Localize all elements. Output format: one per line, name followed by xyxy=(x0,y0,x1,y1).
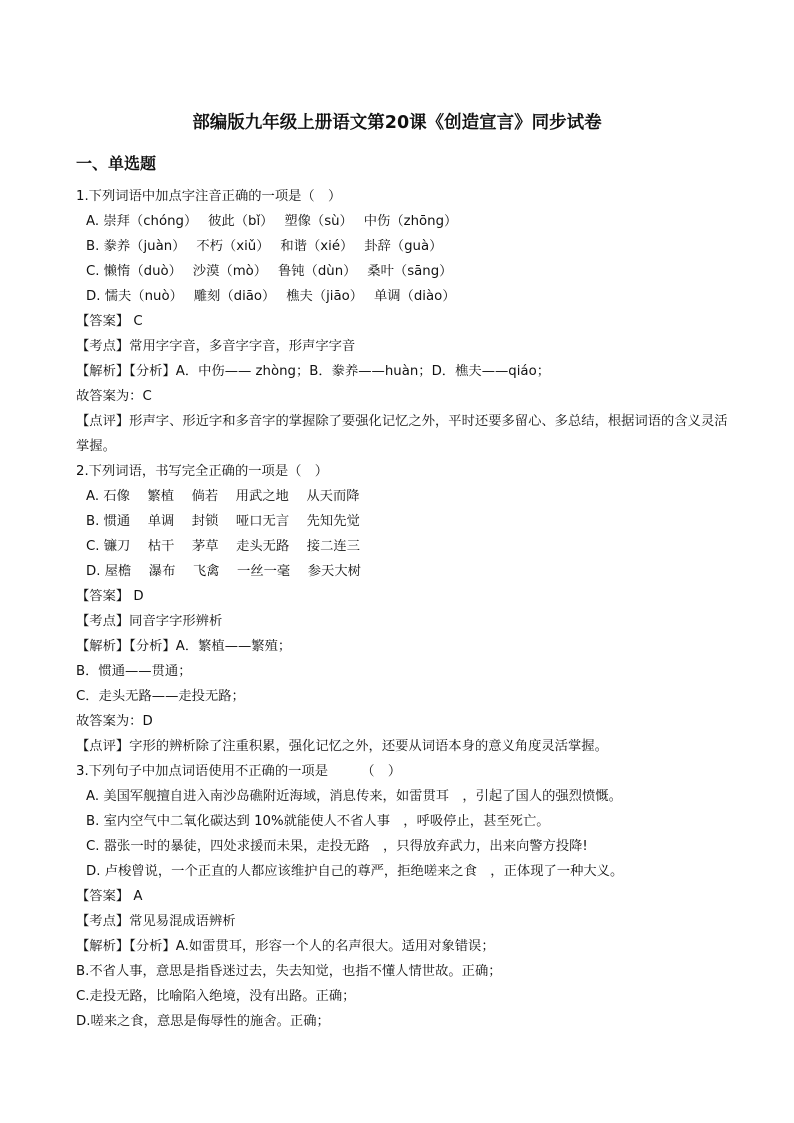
question-3-analysis-line: 【解析】【分析】A.如雷贯耳，形容一个人的名声很大。适用对象错误； xyxy=(76,939,495,954)
question-3-analysis-line: B.不省人事，意思是指昏迷过去，失去知觉，也指不懂人情世故。正确； xyxy=(76,964,502,979)
question-1-analysis-line: 故答案为：C xyxy=(76,389,152,404)
question-3-analysis-line: D.嗟来之食，意思是侮辱性的施舍。正确； xyxy=(76,1014,330,1029)
question-1-option-d: D. 懦夫（nuò） 雕刻（diāo） 樵夫（jiāo） 单调（diào） xyxy=(86,289,456,304)
question-2-stem: 2.下列词语，书写完全正确的一项是（ ） xyxy=(76,464,329,479)
question-2-option-d: D. 屋檐 瀑布 飞禽 一丝一毫 参天大树 xyxy=(86,564,361,579)
question-2-analysis-line: C．走头无路——走投无路； xyxy=(76,689,245,704)
question-1-analysis-line: 【解析】【分析】A．中伤—— zhòng；B．豢养——huàn；D．樵夫——qiáo； xyxy=(76,364,551,379)
question-3-analysis-line: C.走投无路，比喻陷入绝境，没有出路。正确； xyxy=(76,989,356,1004)
question-3-option-d: D. 卢梭曾说，一个正直的人都应该维护自己的尊严，拒绝嗟来之食 ，正体现了一种大义。 xyxy=(86,864,624,879)
question-1-option-a: A. 崇拜（chóng） 彼此（bǐ） 塑像（sù） 中伤（zhōng） xyxy=(86,214,458,229)
question-2-option-a: A. 石像 繁植 倘若 用武之地 从天而降 xyxy=(86,489,360,504)
question-1-comment: 【点评】形声字、形近字和多音字的掌握除了要强化记忆之外，平时还要多留心、多总结，根据词语的含义灵活掌握。 xyxy=(76,414,728,454)
section-heading: 一、单选题 xyxy=(76,154,157,173)
question-2-comment: 【点评】字形的辨析除了注重积累，强化记忆之外，还要从词语本身的意义角度灵活掌握。 xyxy=(76,739,608,754)
question-3-option-a: A. 美国军舰擅自进入南沙岛礁附近海域，消息传来，如雷贯耳 ，引起了国人的强烈愤慨。 xyxy=(86,789,622,804)
question-1-option-c: C. 懒惰（duò） 沙漠（mò） 鲁钝（dùn） 桑叶（sāng） xyxy=(86,264,453,279)
question-3-point: 【考点】常见易混成语辨析 xyxy=(76,914,236,929)
question-2-answer: 【答案】 D xyxy=(76,589,144,604)
page-title: 部编版九年级上册语文第20课《创造宣言》同步试卷 xyxy=(192,113,602,133)
document-body xyxy=(76,184,736,1034)
question-2-analysis-line: B．惯通——贯通； xyxy=(76,664,192,679)
question-2-analysis-line: 故答案为：D xyxy=(76,714,153,729)
question-3-answer: 【答案】 A xyxy=(76,889,143,904)
question-1-option-b: B. 豢养（juàn） 不朽（xiǔ） 和谐（xié） 卦辞（guà） xyxy=(86,239,443,254)
question-1-stem: 1.下列词语中加点字注音正确的一项是（ ） xyxy=(76,189,342,204)
question-2-analysis-line: 【解析】【分析】A．繁植——繁殖； xyxy=(76,639,292,654)
question-1-answer: 【答案】 C xyxy=(76,314,143,329)
question-3-option-b: B. 室内空气中二氧化碳达到 10%就能使人不省人事 ，呼吸停止，甚至死亡。 xyxy=(86,814,550,829)
question-2-option-b: B. 惯通 单调 封锁 哑口无言 先知先觉 xyxy=(86,514,360,529)
question-3-stem: 3.下列句子中加点词语使用不正确的一项是 （ ） xyxy=(76,764,402,779)
question-3-option-c: C. 嚣张一时的暴徒，四处求援而未果，走投无路 ，只得放弃武力，出来向警方投降! xyxy=(86,839,588,854)
question-2-option-c: C. 镰刀 枯干 茅草 走头无路 接二连三 xyxy=(86,539,360,554)
question-2-point: 【考点】同音字字形辨析 xyxy=(76,614,223,629)
question-1-point: 【考点】常用字字音，多音字字音，形声字字音 xyxy=(76,339,356,354)
